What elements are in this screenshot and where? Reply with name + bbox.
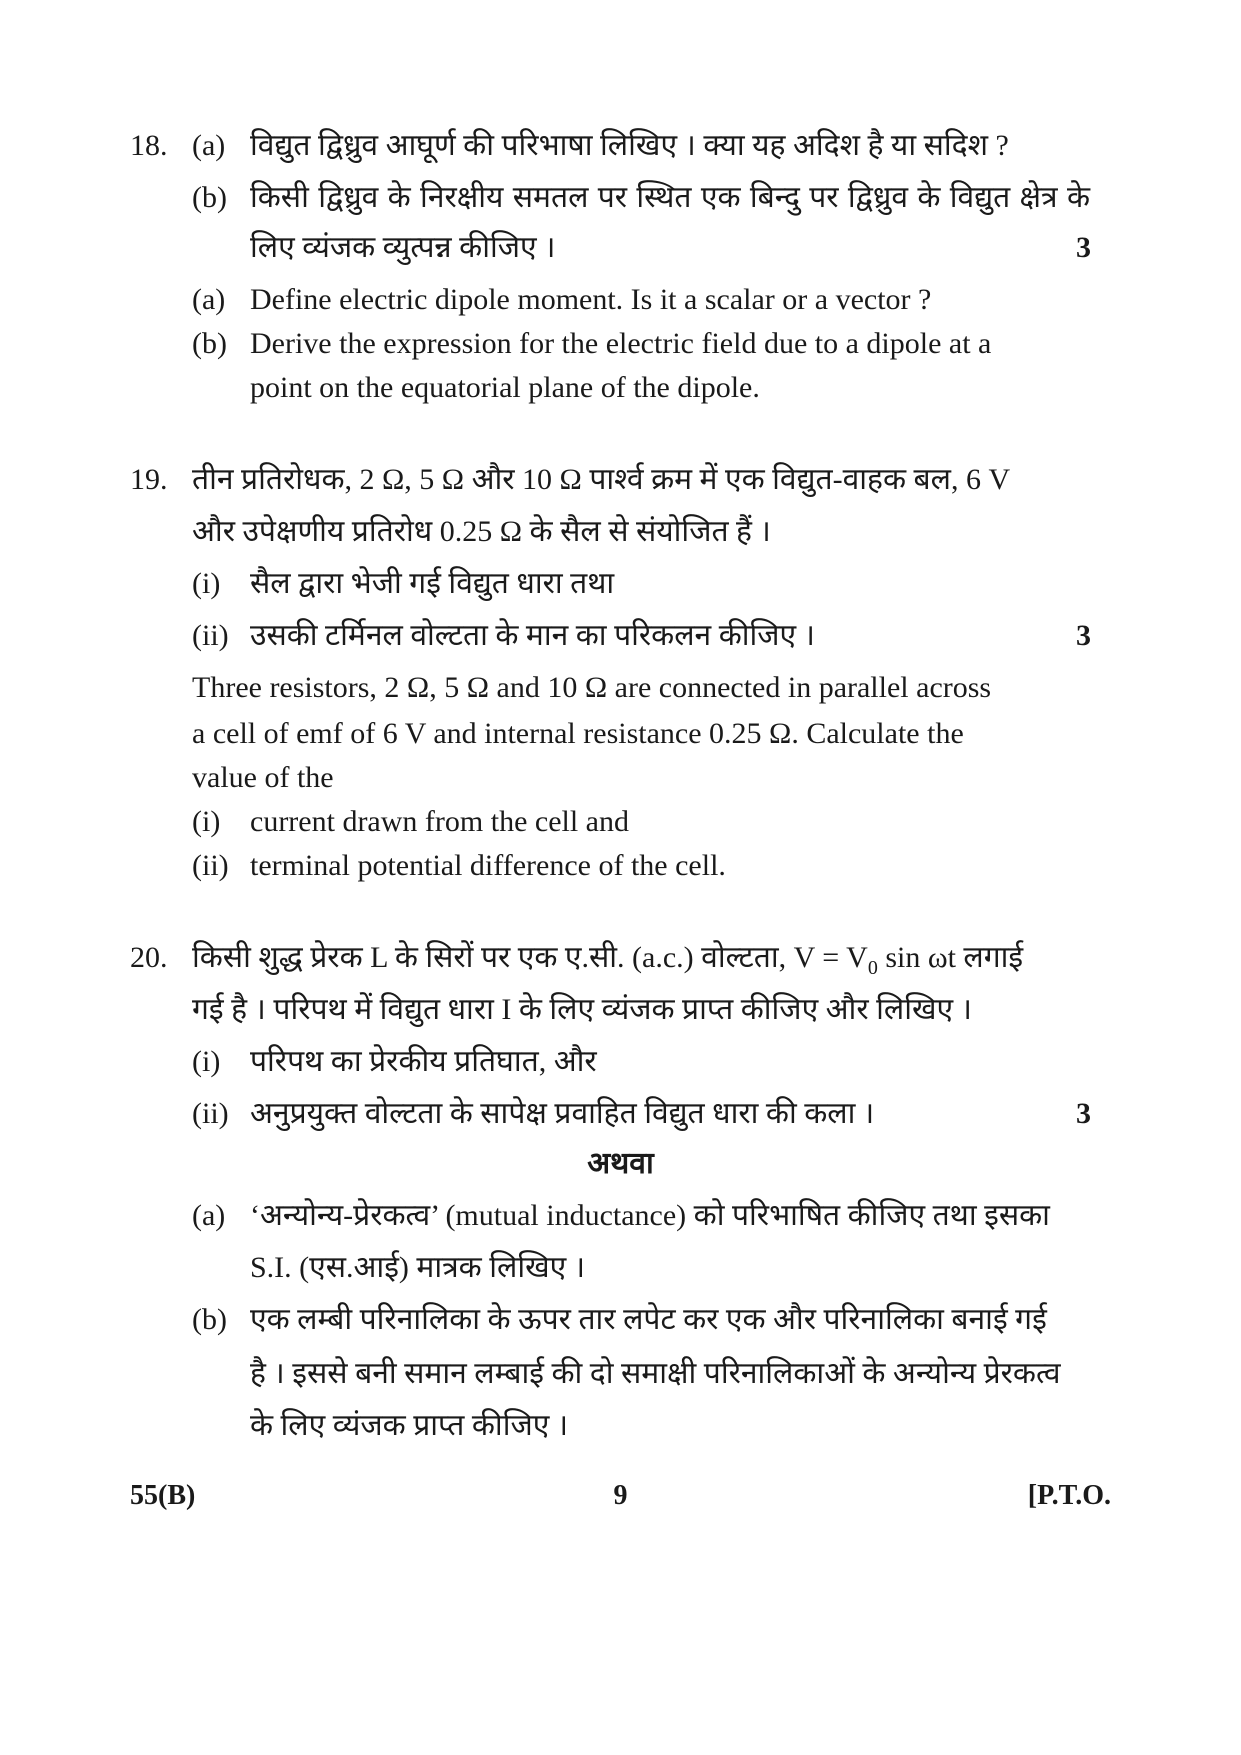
q18-eng-a-text: Define electric dipole moment. Is it a scalar or a vector ?	[250, 283, 932, 316]
q19-marks: 3	[1076, 619, 1091, 652]
q19-eng-ii-text: terminal potential difference of the cell.	[250, 849, 726, 882]
q18-eng-b-line2: point on the equatorial plane of the dipole.	[250, 371, 760, 404]
q20-hindi-ii-text: अनुप्रयुक्त वोल्टता के सापेक्ष प्रवाहित विद्युत धारा की कला ।	[250, 1097, 875, 1130]
q20-hindi-i-text: परिपथ का प्रेरकीय प्रतिघात, और	[250, 1045, 597, 1078]
q20-marks: 3	[1076, 1097, 1091, 1130]
q20-hindi-line1-post: sin ωt लगाई	[877, 941, 1024, 974]
q19-eng-ii-label: (ii)	[192, 849, 229, 882]
q19-eng-line1: Three resistors, 2 Ω, 5 Ω and 10 Ω are connected in parallel across	[192, 671, 992, 704]
q18-hindi-b-label: (b)	[192, 181, 227, 214]
q18-eng-b-line1: Derive the expression for the electric field due to a dipole at a	[250, 327, 992, 360]
q20-alt-a-label: (a)	[192, 1199, 226, 1232]
q18-hindi-b-line2: लिए व्यंजक व्युत्पन्न कीजिए ।	[250, 231, 556, 264]
q18-eng-b-label: (b)	[192, 327, 227, 360]
q19-hindi-line2: और उपेक्षणीय प्रतिरोध 0.25 Ω के सैल से संयोजित हैं ।	[192, 515, 771, 548]
q20-alt-b-label: (b)	[192, 1303, 227, 1336]
q18-hindi-a-text: विद्युत द्विध्रुव आघूर्ण की परिभाषा लिखिए । क्या यह अदिश है या सदिश ?	[250, 129, 1009, 162]
q20-hindi-i-label: (i)	[192, 1045, 221, 1078]
page-number: 9	[613, 1480, 628, 1511]
q19-hindi-i-label: (i)	[192, 567, 221, 600]
q20-hindi-line1	[192, 938, 1023, 988]
q20-alt-b-line2: है । इससे बनी समान लम्बाई की दो समाक्षी परिनालिकाओं के अन्योन्य प्रेरकत्व	[250, 1357, 1061, 1390]
q19-eng-i-label: (i)	[192, 805, 221, 838]
q20-number: 20.	[130, 941, 168, 974]
q18-marks: 3	[1076, 231, 1091, 264]
q20-alt-a-line1: ‘अन्योन्य-प्रेरकत्व’ (mutual inductance) को परिभाषित कीजिए तथा इसका	[250, 1199, 1050, 1232]
q19-hindi-ii-label: (ii)	[192, 619, 229, 652]
please-turn-over: [P.T.O.	[1027, 1480, 1111, 1511]
q19-eng-line2: a cell of emf of 6 V and internal resistance 0.25 Ω. Calculate the	[192, 717, 964, 750]
q20-voltage-subscript: 0	[867, 957, 878, 979]
q19-hindi-line1: तीन प्रतिरोधक, 2 Ω, 5 Ω और 10 Ω पार्श्व क्रम में एक विद्युत-वाहक बल, 6 V	[192, 463, 1011, 496]
q18-eng-a-label: (a)	[192, 283, 226, 316]
q20-hindi-line2: गई है । परिपथ में विद्युत धारा I के लिए व्यंजक प्राप्त कीजिए और लिखिए ।	[192, 993, 972, 1026]
or-separator: अथवा	[587, 1147, 654, 1180]
q18-hindi-a-label: (a)	[192, 129, 226, 162]
q18-number: 18.	[130, 129, 168, 162]
q19-hindi-i-text: सैल द्वारा भेजी गई विद्युत धारा तथा	[250, 567, 615, 600]
q20-alt-a-line2: S.I. (एस.आई) मात्रक लिखिए ।	[250, 1251, 586, 1284]
q19-number: 19.	[130, 463, 168, 496]
q19-eng-line3: value of the	[192, 761, 334, 794]
q20-hindi-line1-pre: किसी शुद्ध प्रेरक L के सिरों पर एक ए.सी. (a.c.) वोल्टता, V = V	[192, 941, 868, 974]
q20-hindi-ii-label: (ii)	[192, 1097, 229, 1130]
q20-alt-b-line1: एक लम्बी परिनालिका के ऊपर तार लपेट कर एक और परिनालिका बनाई गई	[250, 1303, 1047, 1336]
q19-hindi-ii-text: उसकी टर्मिनल वोल्टता के मान का परिकलन कीजिए ।	[250, 619, 815, 652]
q20-alt-b-line3: के लिए व्यंजक प्राप्त कीजिए ।	[250, 1409, 569, 1442]
q18-hindi-b-line1: किसी द्विध्रुव के निरक्षीय समतल पर स्थित एक बिन्दु पर द्विध्रुव के विद्युत क्षेत्र के	[250, 181, 1090, 214]
q19-eng-i-text: current drawn from the cell and	[250, 805, 629, 838]
paper-code: 55(B)	[130, 1480, 196, 1511]
